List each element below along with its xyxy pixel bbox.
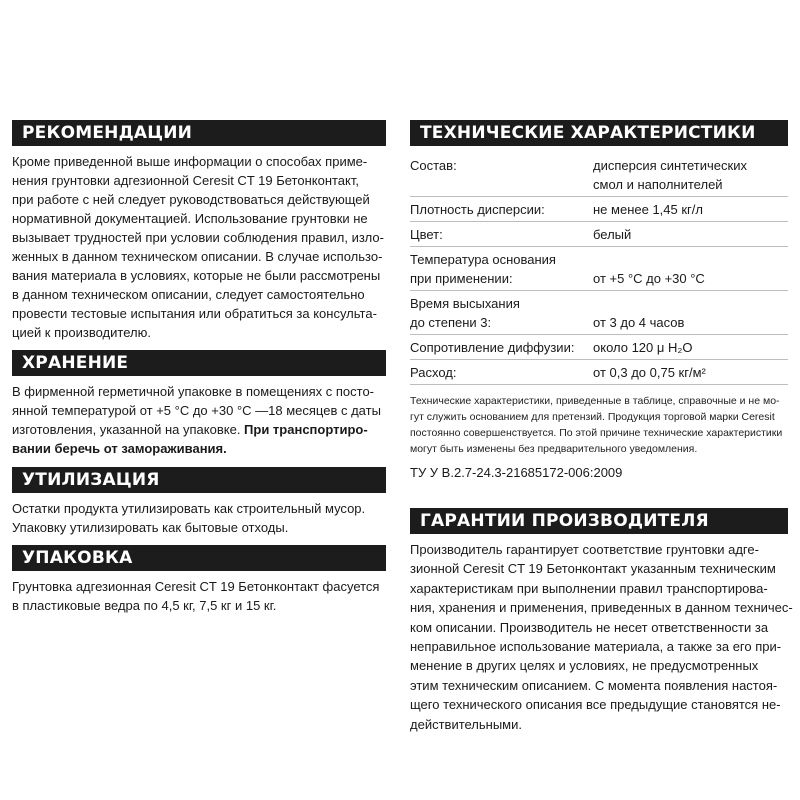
spec-row-diffusion: [410, 335, 788, 360]
spec-label-line: Время высыхания: [410, 296, 520, 311]
text-line: женных в данном техническом описании. В случае использо-: [12, 249, 383, 264]
disposal-heading: УТИЛИЗАЦИЯ: [12, 467, 386, 493]
text-line: ком описании. Производитель не несет ответственности за: [410, 619, 769, 635]
storage-section: [12, 350, 386, 458]
spec-value: [593, 250, 788, 288]
left-column: [12, 120, 386, 615]
text-line: характеристикам при выполнении правил транспортирова-: [410, 580, 768, 596]
text-line: [12, 439, 386, 458]
spec-row-composition: [410, 153, 788, 197]
text-line: вызывает трудностей при условии соблюдения правил, изло-: [12, 230, 384, 245]
text-line: ния, хранения и применения, приведенных в данном техничес-: [410, 600, 793, 616]
text-line: при работе с ней следует руководствоваться действующей: [12, 192, 370, 207]
packaging-text: [12, 577, 386, 615]
text-line: В фирменной герметичной упаковке в помещениях с посто-: [12, 384, 375, 399]
text-line: постоянно совершенствуется. По этой причине технические характеристики: [410, 427, 783, 439]
text-line: провести тестовые испытания или обратиться за консульта-: [12, 306, 377, 321]
text-line: янной температурой от +5 °С до +30 °С —18 месяцев с даты: [12, 403, 381, 418]
guarantee-heading: ГАРАНТИИ ПРОИЗВОДИТЕЛЯ: [410, 508, 788, 534]
text-line: гут служить основанием для претензий. Продукция торговой марки Ceresit: [410, 411, 775, 423]
text-line: щего технического описания все предыдущие становятся не-: [410, 697, 781, 713]
spec-label: [410, 294, 593, 332]
spec-value: не менее 1,45 кг/л: [593, 202, 703, 217]
text-line: Упаковку утилизировать как бытовые отходы.: [12, 520, 289, 535]
text-emphasis: вании беречь от замораживания.: [12, 441, 227, 456]
recommendations-heading: РЕКОМЕНДАЦИИ: [12, 120, 386, 146]
spec-label-line: до степени 3:: [410, 315, 492, 330]
storage-text: [12, 382, 386, 458]
spec-row-density: [410, 197, 788, 222]
text-line: нения грунтовки адгезионной Ceresit CT 19 Бетонконтакт,: [12, 173, 359, 188]
specs-heading: ТЕХНИЧЕСКИЕ ХАРАКТЕРИСТИКИ: [410, 120, 788, 146]
packaging-section: [12, 545, 386, 615]
text-line: в пластиковые ведра по 4,5 кг, 7,5 кг и 15 кг.: [12, 598, 277, 613]
text-line: вания материала в условиях, которые не были рассмотрены: [12, 268, 381, 283]
spec-label-line: при применении:: [410, 271, 513, 286]
text-line: Производитель гарантирует соответствие грунтовки адге-: [410, 542, 759, 557]
disposal-text: [12, 499, 386, 537]
specs-tu-code: ТУ У В.2.7-24.3-21685172-006:2009: [410, 465, 623, 480]
text-line: Кроме приведенной выше информации о способах приме-: [12, 154, 368, 169]
disposal-section: [12, 467, 386, 537]
text-line: зионной Ceresit CT 19 Бетонконтакт указанным техническим: [410, 561, 776, 577]
text-line: Остатки продукта утилизировать как строительный мусор.: [12, 501, 366, 516]
spec-label: Сопротивление диффузии:: [410, 340, 575, 355]
right-column: [410, 120, 793, 734]
specs-section: [410, 120, 788, 480]
spec-value: от 0,3 до 0,75 кг/м²: [593, 365, 706, 380]
recommendations-section: [12, 120, 386, 342]
spec-row-consumption: [410, 360, 788, 385]
text-line: действительными.: [410, 716, 522, 732]
spec-label: [410, 250, 593, 288]
spec-label-line: Температура основания: [410, 252, 556, 267]
spec-value-line: от 3 до 4 часов: [593, 315, 685, 330]
packaging-heading: УПАКОВКА: [12, 545, 386, 571]
text-emphasis: При транспортиро-: [244, 422, 368, 437]
guarantee-text: [410, 540, 793, 734]
spec-value: белый: [593, 227, 632, 242]
spec-value: [593, 156, 788, 194]
specs-disclaimer: [410, 393, 788, 457]
spec-label: Плотность дисперсии:: [410, 202, 545, 217]
text-normal: изготовления, указанной на упаковке.: [12, 422, 245, 437]
spec-value: около 120 μ H₂O: [593, 340, 693, 355]
storage-heading: ХРАНЕНИЕ: [12, 350, 386, 376]
text-line: [12, 420, 386, 439]
recommendations-text: [12, 152, 386, 342]
spec-row-color: [410, 222, 788, 247]
text-line: менение в других целях и условиях, не предусмотренных: [410, 658, 759, 674]
spec-value: [593, 294, 788, 332]
text-line: нормативной документацией. Использование грунтовки не: [12, 211, 368, 226]
spec-value-line: дисперсия синтетических: [593, 158, 747, 173]
guarantee-section: [410, 508, 793, 734]
text-line: Грунтовка адгезионная Ceresit CT 19 Бетонконтакт фасуется: [12, 579, 380, 594]
spec-row-temperature: [410, 247, 788, 291]
spec-label: Состав:: [410, 158, 457, 173]
spec-label: Цвет:: [410, 227, 443, 242]
text-line: Технические характеристики, приведенные в таблице, справочные и не мо-: [410, 395, 780, 407]
spec-label: Расход:: [410, 365, 457, 380]
text-line: могут быть изменены без предварительного уведомления.: [410, 443, 698, 455]
spec-row-drying: [410, 291, 788, 335]
specs-table: [410, 153, 788, 385]
text-line: цией к производителю.: [12, 325, 151, 340]
text-line: в данном техническом описании, следует самостоятельно: [12, 287, 365, 302]
text-line: этим техническим описанием. С момента появления настоя-: [410, 677, 778, 693]
spec-value-line: смол и наполнителей: [593, 177, 723, 192]
spec-value-line: от +5 °С до +30 °С: [593, 271, 705, 286]
text-line: неправильное использование материала, а также за его при-: [410, 639, 782, 655]
